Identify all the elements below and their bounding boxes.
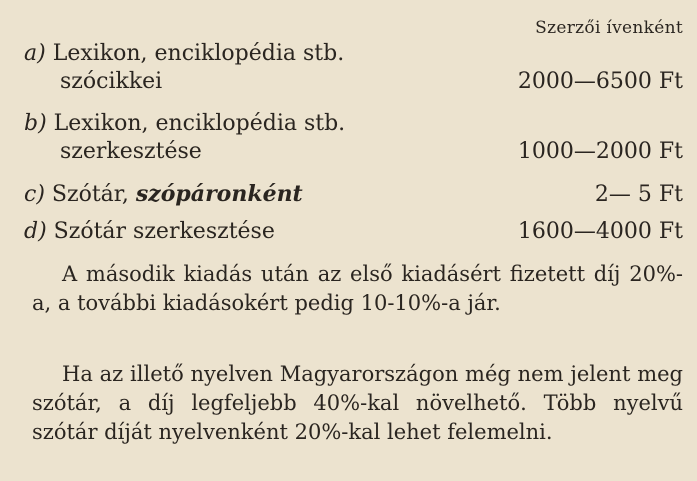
item-price: 2— 5 Ft: [594, 182, 683, 207]
paragraph-dictionary-increase: Ha az illető nyelven Magyarországon még nem jelent meg szótár, a díj legfeljebb 40%-kal növelhető. Több nyelvű szótár díját nyelvenként 20%-kal lehet felemelni.: [32, 362, 683, 444]
item-price: 1600—4000 Ft: [517, 219, 683, 244]
fee-item-b: [24, 110, 683, 166]
item-emphasis: szópáronként: [135, 181, 303, 207]
item-letter: c): [24, 182, 45, 207]
item-subtitle: szerkesztése: [60, 139, 202, 164]
item-title: Szótár szerkesztése: [53, 219, 275, 244]
column-header: Szerzői ívenként: [535, 18, 683, 38]
item-letter: b): [24, 111, 47, 136]
item-letter: a): [24, 41, 46, 66]
item-price: 2000—6500 Ft: [517, 69, 683, 94]
fee-item-d: [24, 218, 683, 246]
fee-item-a: [24, 40, 683, 96]
item-subtitle: szócikkei: [60, 69, 163, 94]
item-title: Szótár,: [51, 182, 129, 207]
item-price: 1000—2000 Ft: [517, 139, 683, 164]
fee-item-c: [24, 180, 683, 209]
item-letter: d): [24, 219, 47, 244]
item-title: Lexikon, enciklopédia stb.: [52, 41, 345, 66]
item-title: Lexikon, enciklopédia stb.: [53, 111, 346, 136]
paragraph-second-edition: A második kiadás után az első kiadásért fizetett díj 20%-a, a további kiadásokért pedig 10-10%-a jár.: [32, 262, 683, 315]
